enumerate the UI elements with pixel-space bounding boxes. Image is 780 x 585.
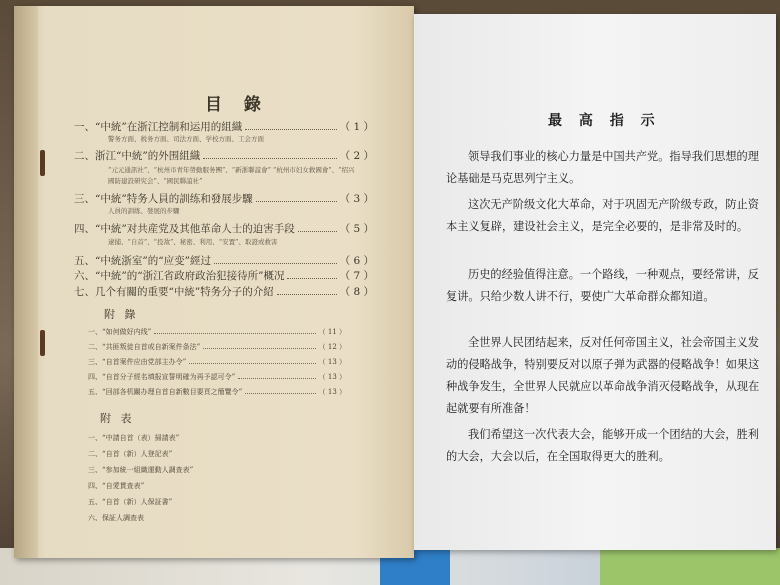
quote-paragraph: 全世界人民团结起来，反对任何帝国主义，社会帝国主义发动的侵略战争，特别要反对以原子弹为武器的侵略战争！如果这种战争发生，全世界人民就应以革命战争消灭侵略战争，从现在起就要有所准备！	[446, 336, 760, 415]
table-entry: 六、保証人調查表	[88, 514, 144, 522]
binding-edge	[14, 6, 38, 558]
appendix-title: 附 錄	[104, 308, 139, 321]
toc-entry: 六、“中統”的“浙江省政府政治犯接待所”概况 （ 7 ）	[74, 270, 374, 282]
staple-2	[40, 330, 45, 356]
table-entry: 二、“自首（新）人登記表”	[88, 450, 173, 458]
toc-entry: 七、几个有關的重要“中統”特务分子的介紹 （ 8 ）	[74, 286, 374, 298]
quote-paragraph: 我们希望这一次代表大会，能够开成一个团结的大会，胜利的大会，大会以后，在全国取得更大的胜利。	[446, 428, 759, 463]
quote-paragraph: 这次无产阶级文化大革命，对于巩固无产阶级专政，防止资本主义复辟，建设社会主义，是完全必要的，是非常及时的。	[446, 198, 759, 233]
toc-entry-sub: 逮捕、“自首”、“投敌”、秘密、利用、“安置”、取證或救害	[108, 238, 278, 246]
table-entry: 一、“中請自首（表）掃請表”	[88, 434, 180, 442]
appendix-entry: 五、“回部各机關办理自首自新數目要頁之簡覽令” （ 13 ）	[88, 388, 346, 396]
toc-entry: 五、“中統浙室”的“应变”經过 （ 6 ）	[74, 255, 374, 267]
appendix-entry: 一、“如何做好内线” （ 11 ）	[88, 328, 346, 336]
quote-paragraph: 历史的经验值得注意。一个路线，一种观点，要经常讲，反复讲。只给少数人讲不行，要使广大革命群众都知道。	[446, 268, 759, 303]
toc-entry: 四、“中統”对共産党及其他革命人士的迫害手段 （ 5 ）	[74, 223, 374, 235]
tables-title: 附 表	[100, 412, 135, 425]
appendix-entry: 四、“自首分子經名填报宣誓明確为再予認可令” （ 13 ）	[88, 373, 346, 381]
quote-paragraph: 领导我们事业的核心力量是中国共产党。指导我们思想的理论基础是马克思列宁主义。	[446, 150, 759, 185]
toc-entry: 三、“中統”特务人員的訓练和發展步驟 （ 3 ）	[74, 193, 374, 205]
table-entry: 四、“自愛貫查表”	[88, 482, 145, 490]
appendix-entry: 二、“共匪叛徒自首或自新案件条法” （ 12 ）	[88, 343, 346, 351]
toc-entry-sub: “元元通訊社”、“杭州市青年勞動服务團”、“新浙聯誼會” “杭州市妇女救國會”、“绍兴國防建設研究会”、“國民聯誼社”	[108, 166, 355, 185]
table-entry: 五、“自首（新）人保証書”	[88, 498, 173, 506]
toc-entry-sub: 警务方面、税务方面、司法方面、学校方面、工会方面	[108, 135, 264, 143]
toc-entry: 一、“中統”在浙江控制和运用的組織 （ 1 ）	[74, 121, 374, 133]
toc-entry-sub: 人員的訓练、發展的步驟	[108, 207, 180, 215]
green-item	[600, 548, 780, 585]
table-entry: 三、“参加統一組織運動人調查表”	[88, 466, 194, 474]
toc-title: 目 錄	[205, 95, 269, 115]
toc-entry: 二、浙江“中統”的外围組織 （ 2 ）	[74, 150, 374, 162]
quote-title: 最 高 指 示	[548, 113, 661, 129]
appendix-entry: 三、“自首案件应由党部主办令” （ 13 ）	[88, 358, 346, 366]
staple-1	[40, 150, 45, 176]
